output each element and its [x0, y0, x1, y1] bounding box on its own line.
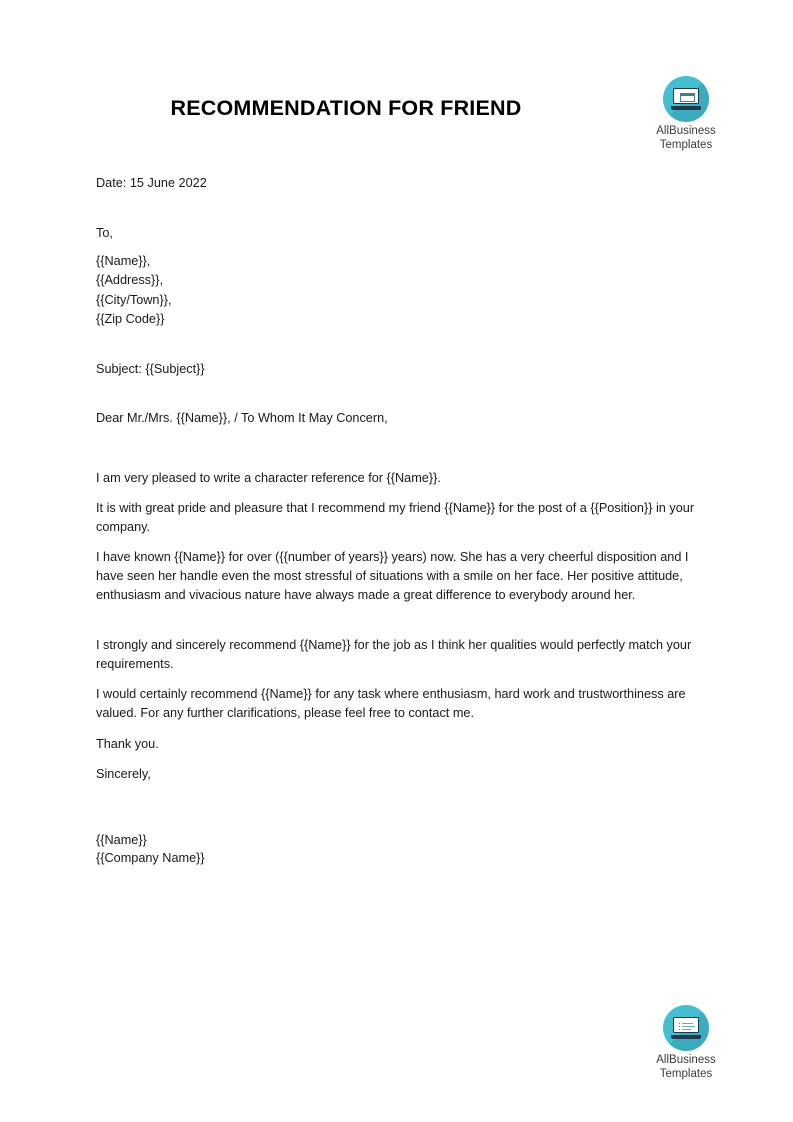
brand-logo-footer	[638, 1005, 734, 1081]
brand-name-line2: Templates	[659, 138, 713, 151]
window-glyph	[680, 93, 695, 102]
brand-logo-header	[638, 76, 734, 152]
address-line-street: {{Address}},	[96, 273, 164, 287]
address-line-city: {{City/Town}},	[96, 293, 172, 307]
laptop-icon	[663, 76, 709, 122]
body-paragraph-1: I am very pleased to write a character reference for {{Name}}.	[96, 471, 441, 485]
salutation-line: Dear Mr./Mrs. {{Name}}, / To Whom It May Concern,	[96, 411, 388, 425]
thank-you-line: Thank you.	[96, 737, 159, 751]
body-paragraph-5: I would certainly recommend {{Name}} for any task where enthusiasm, hard work and trustworthiness are valued. For any further clarifications, please feel free to contact me.	[96, 687, 686, 721]
subject-line: Subject: {{Subject}}	[96, 362, 205, 376]
laptop-base	[671, 1035, 701, 1039]
list-line	[682, 1029, 691, 1031]
brand-name-footer	[638, 1054, 734, 1081]
brand-name-line2: Templates	[659, 1067, 713, 1080]
address-line-zip: {{Zip Code}}	[96, 312, 165, 326]
laptop-screen-inner	[675, 90, 697, 102]
window-titlebar	[681, 94, 694, 96]
laptop-screen	[673, 88, 699, 104]
brand-name-line1: AllBusiness	[656, 1054, 716, 1066]
list-line	[682, 1026, 695, 1028]
laptop-glyph	[671, 1017, 701, 1039]
laptop-base	[671, 106, 701, 110]
signature-company: {{Company Name}}	[96, 851, 205, 865]
brand-name-line1: AllBusiness	[656, 125, 716, 137]
address-line-name: {{Name}},	[96, 254, 151, 268]
laptop-icon	[663, 1005, 709, 1051]
list-bullet	[679, 1026, 681, 1028]
body-paragraph-4: I strongly and sincerely recommend {{Name}} for the job as I think her qualities would perfectly match your requirements.	[96, 638, 692, 672]
to-label: To,	[96, 226, 113, 240]
signature-name: {{Name}}	[96, 833, 147, 847]
date-line: Date: 15 June 2022	[96, 176, 207, 190]
laptop-screen	[673, 1017, 699, 1033]
page-title: RECOMMENDATION FOR FRIEND	[170, 96, 522, 120]
list-line	[682, 1023, 693, 1025]
list-bullet	[679, 1029, 681, 1031]
laptop-glyph	[671, 88, 701, 110]
brand-name-header	[638, 125, 734, 152]
body-paragraph-2: It is with great pride and pleasure that I recommend my friend {{Name}} for the post of a {{Position}} in your company.	[96, 501, 695, 535]
list-bullet	[679, 1023, 681, 1025]
closing-line: Sincerely,	[96, 767, 151, 781]
body-paragraph-3: I have known {{Name}} for over ({{number of years}} years) now. She has a very cheerful disposition and I have seen her handle even the most stressful of situations with a smile on her face. Her positive attitude, enthusiasm and vivacious nature have always made a great difference to everybody around her.	[96, 550, 689, 603]
laptop-screen-inner	[675, 1019, 697, 1031]
